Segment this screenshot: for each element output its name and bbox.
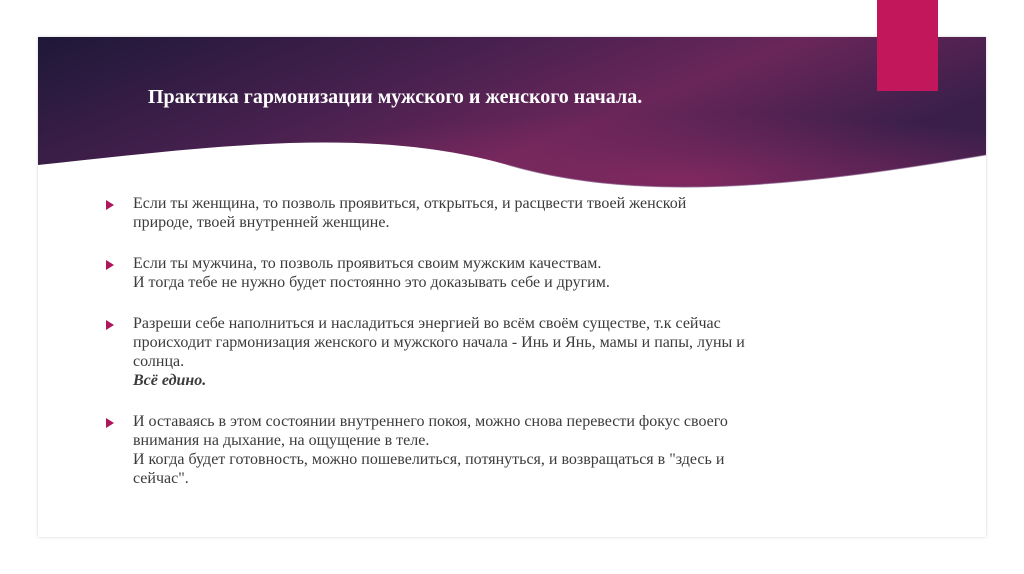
emphasis-text: Всё едино — [133, 372, 203, 389]
triangle-bullet-icon — [106, 418, 114, 428]
slide-title: Практика гармонизации мужского и женского начала. — [148, 86, 643, 108]
bullet-item — [106, 314, 866, 390]
bullet-text-line: внимания на дыхание, на ощущение в теле. — [133, 432, 430, 449]
bullet-text-line: Разреши себе наполниться и насладиться энергией во всём своём существе, т.к сейчас — [133, 315, 721, 332]
bullet-item — [106, 254, 866, 292]
bullet-text-line: И когда будет готовность, можно пошевелиться, потянуться, и возвращаться в "здесь и — [133, 451, 725, 468]
bullet-text-line: сейчас". — [133, 470, 189, 487]
slide-header-band — [38, 37, 986, 197]
triangle-bullet-icon — [106, 200, 114, 210]
bullet-text-line: природе, твоей внутренней женщине. — [133, 214, 390, 231]
header-background-graphic — [38, 37, 986, 197]
triangle-bullet-icon — [106, 320, 114, 330]
bullet-item — [106, 412, 866, 488]
bullet-text-line: Если ты женщина, то позволь проявиться, открыться, и расцвести твоей женской — [133, 195, 687, 212]
header-glow-overlay — [38, 37, 986, 187]
bullet-item — [106, 194, 866, 232]
accent-tab — [877, 0, 938, 91]
bullet-text-line: происходит гармонизация женского и мужского начала - Инь и Янь, мамы и папы, луны и — [133, 334, 745, 351]
bullet-text-line: солнца. — [133, 353, 185, 370]
emphasis-period: . — [202, 372, 207, 389]
bullet-list — [106, 194, 866, 488]
bullet-text-line: Если ты мужчина, то позволь проявиться своим мужским качествам. — [133, 255, 602, 272]
triangle-bullet-icon — [106, 260, 114, 270]
bullet-text-line: И оставаясь в этом состоянии внутреннего покоя, можно снова перевести фокус своего — [133, 413, 728, 430]
bullet-emphasis-line — [133, 371, 866, 390]
bullet-text-line: И тогда тебе не нужно будет постоянно это доказывать себе и другим. — [133, 274, 610, 291]
